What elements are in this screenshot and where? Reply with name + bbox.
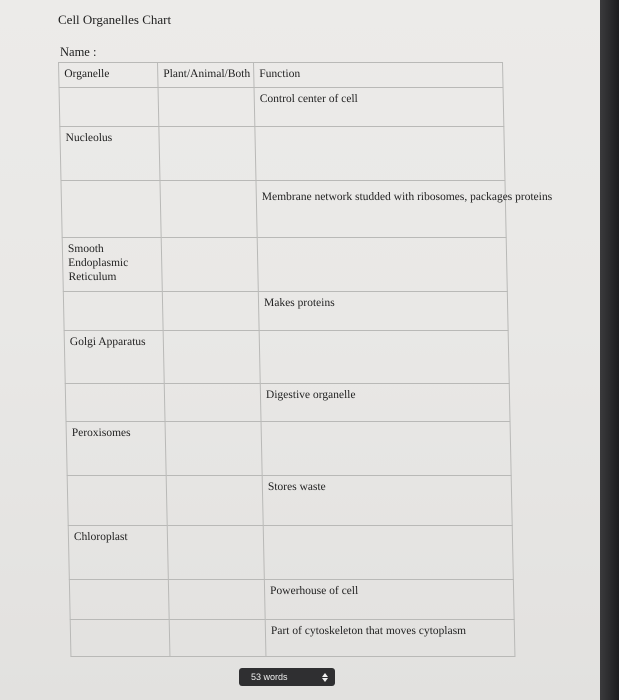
function-cell[interactable] <box>261 422 511 476</box>
function-cell[interactable]: Powerhouse of cell <box>264 580 514 620</box>
table-row <box>70 620 515 657</box>
chevron-down-icon <box>322 678 328 682</box>
header-function[interactable]: Function <box>254 63 504 88</box>
type-cell[interactable] <box>168 580 265 620</box>
up-down-chevron-icon[interactable] <box>321 671 329 683</box>
table-row <box>64 331 509 384</box>
type-cell[interactable] <box>164 384 261 422</box>
table-row <box>67 476 512 526</box>
table-row <box>68 526 513 580</box>
function-cell[interactable] <box>255 127 505 181</box>
organelle-cell[interactable]: Golgi Apparatus <box>64 331 164 384</box>
organelles-table <box>58 62 553 657</box>
type-cell[interactable] <box>161 238 258 292</box>
organelle-cell[interactable] <box>61 181 161 238</box>
table-row <box>61 181 506 238</box>
type-cell[interactable] <box>159 127 256 181</box>
type-cell[interactable] <box>162 292 259 331</box>
function-cell[interactable]: Makes proteins <box>258 292 508 331</box>
screen-bezel <box>600 0 619 700</box>
table-header-row <box>59 63 504 88</box>
organelle-cell[interactable]: Peroxisomes <box>66 422 166 476</box>
function-cell[interactable]: Part of cytoskeleton that moves cytoplasm <box>265 620 515 657</box>
type-cell[interactable] <box>165 422 262 476</box>
function-cell[interactable] <box>257 238 507 292</box>
name-label[interactable]: Name : <box>60 45 97 59</box>
table-row <box>59 88 504 127</box>
function-cell[interactable]: Control center of cell <box>254 88 504 127</box>
function-cell[interactable] <box>259 331 509 384</box>
chevron-up-icon <box>322 673 328 677</box>
organelle-cell[interactable]: Smooth Endoplasmic Reticulum <box>62 238 162 292</box>
table-row <box>62 238 507 292</box>
organelle-cell[interactable]: Chloroplast <box>68 526 168 580</box>
table-row <box>63 292 508 331</box>
table-row <box>69 580 514 620</box>
type-cell[interactable] <box>160 181 257 238</box>
organelle-cell[interactable] <box>63 292 163 331</box>
organelle-cell[interactable] <box>69 580 169 620</box>
function-cell[interactable]: Digestive organelle <box>260 384 510 422</box>
word-count-indicator[interactable] <box>239 668 335 686</box>
function-cell[interactable] <box>263 526 513 580</box>
type-cell[interactable] <box>167 526 264 580</box>
table-row <box>60 127 505 181</box>
type-cell[interactable] <box>158 88 255 127</box>
header-plant-animal-both[interactable]: Plant/Animal/Both <box>158 63 255 88</box>
function-cell[interactable]: Stores waste <box>262 476 512 526</box>
type-cell[interactable] <box>163 331 260 384</box>
organelle-cell[interactable] <box>67 476 167 526</box>
type-cell[interactable] <box>166 476 263 526</box>
header-organelle[interactable]: Organelle <box>59 63 159 88</box>
organelle-cell[interactable] <box>70 620 170 657</box>
table-row <box>65 384 510 422</box>
function-cell[interactable]: Membrane network studded with ribosomes, packages proteins <box>256 181 506 238</box>
type-cell[interactable] <box>169 620 266 657</box>
organelle-cell[interactable] <box>59 88 159 127</box>
table-row <box>66 422 511 476</box>
word-count-label: 53 words <box>251 672 288 682</box>
document-title: Cell Organelles Chart <box>58 12 172 27</box>
organelle-cell[interactable] <box>65 384 165 422</box>
organelle-cell[interactable]: Nucleolus <box>60 127 160 181</box>
